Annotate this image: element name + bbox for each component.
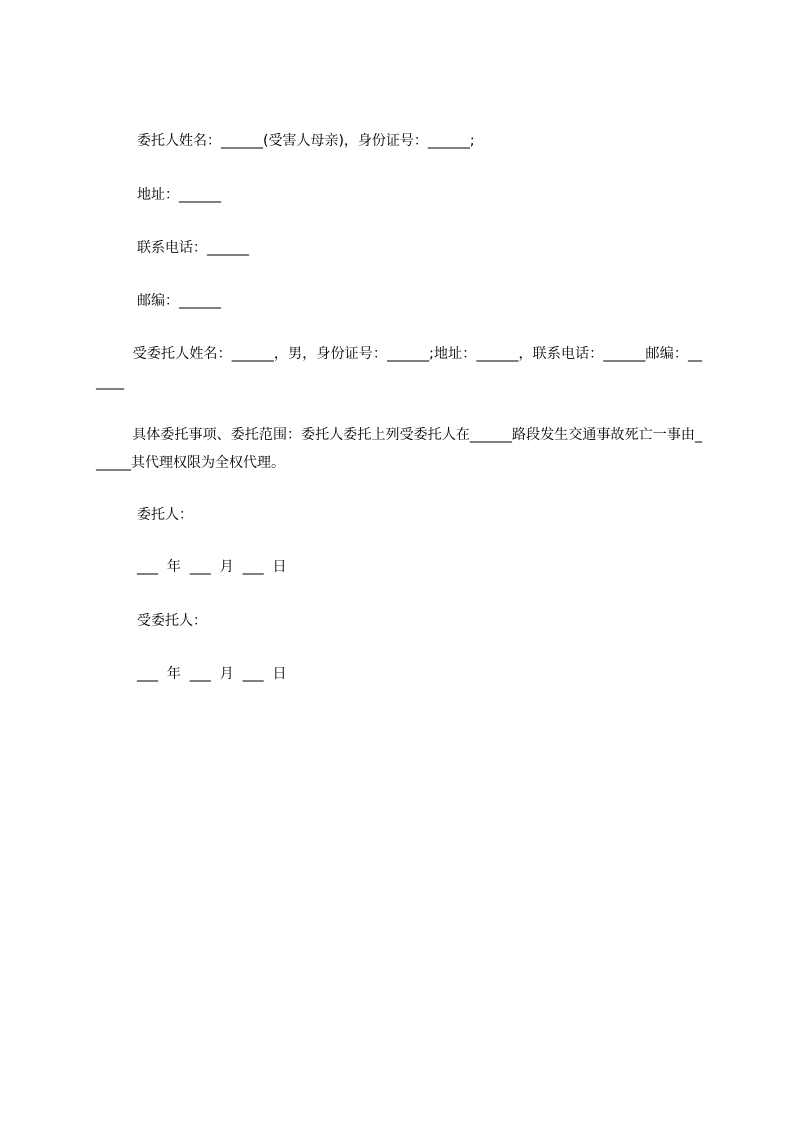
principal-date-line: ___ 年 ___ 月 ___ 日	[137, 559, 287, 575]
agent-date-line: ___ 年 ___ 月 ___ 日	[137, 666, 287, 682]
principal-signature-label: 委托人：	[137, 507, 193, 523]
principal-postcode-line: 邮编：______	[137, 293, 221, 309]
principal-phone-line: 联系电话：______	[137, 240, 249, 256]
principal-address-line: 地址：______	[137, 187, 221, 203]
agent-info-paragraph: 受委托人姓名：______，男，身份证号：______;地址：______，联系电话：______邮编：______	[96, 346, 702, 390]
principal-name-line: 委托人姓名：______(受害人母亲)，身份证号：______;	[137, 133, 475, 149]
agent-signature-label: 受委托人：	[137, 613, 207, 629]
scope-paragraph: 具体委托事项、委托范围：委托人委托上列受委托人在______路段发生交通事故死亡一事由______其代理权限为全权代理。	[96, 427, 703, 471]
